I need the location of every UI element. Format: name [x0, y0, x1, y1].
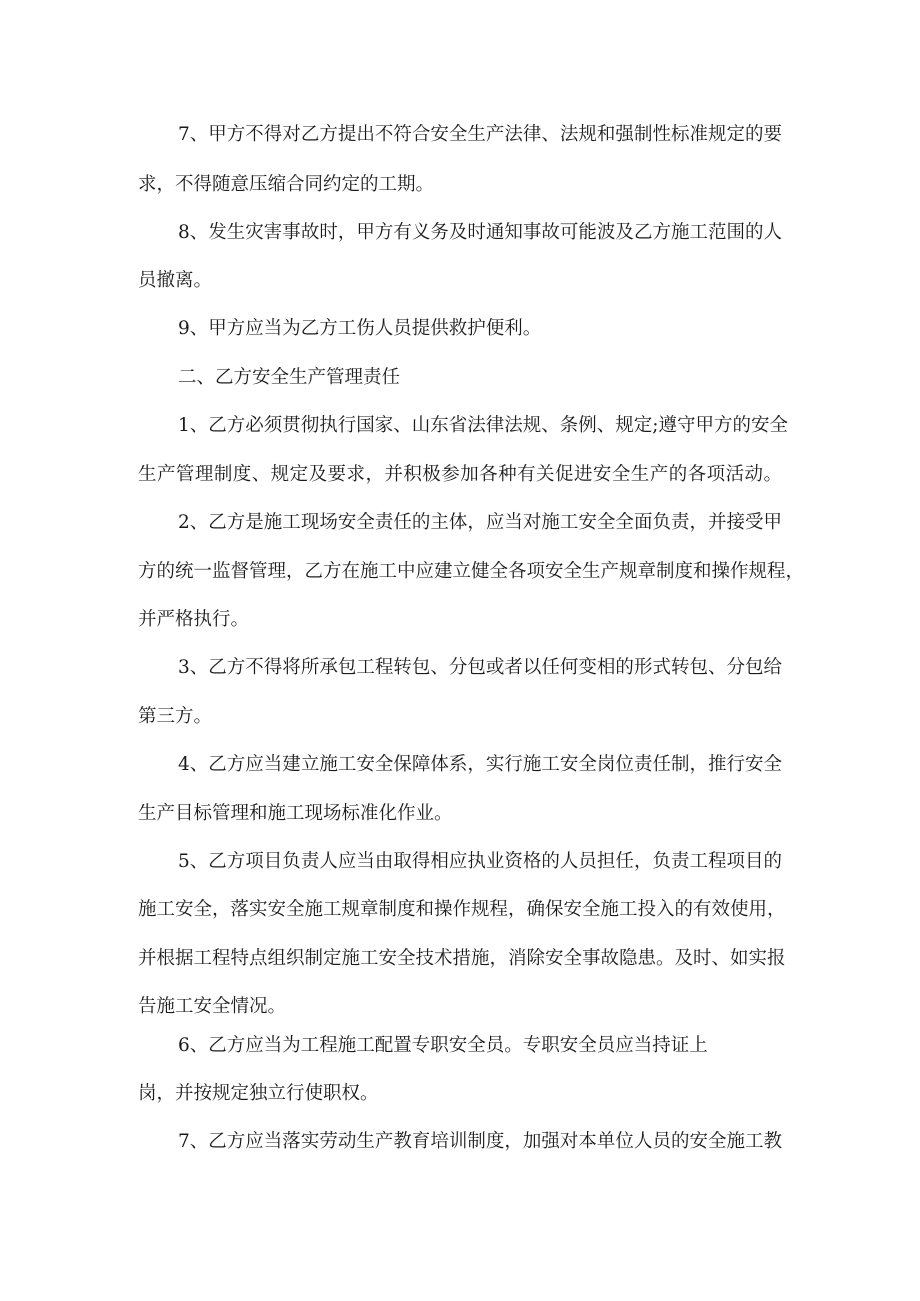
- paragraph-line: 求，不得随意压缩合同约定的工期。: [138, 174, 435, 195]
- paragraph-line: 2、乙方是施工现场安全责任的主体，应当对施工安全全面负责，并接受甲: [178, 512, 782, 533]
- paragraph-line: 并严格执行。: [138, 609, 250, 630]
- paragraph-line: 生产管理制度、规定及要求，并积极参加各种有关促进安全生产的各项活动。: [138, 464, 782, 485]
- paragraph-line: 3、乙方不得将所承包工程转包、分包或者以任何变相的形式转包、分包给: [178, 657, 782, 678]
- paragraph-line: 5、乙方项目负责人应当由取得相应执业资格的人员担任，负责工程项目的: [178, 851, 782, 872]
- paragraph-line: 员撤离。: [138, 270, 213, 291]
- paragraph-line: 施工安全，落实安全施工规章制度和操作规程，确保安全施工投入的有效使用，: [138, 899, 786, 920]
- paragraph-line: 岗，并按规定独立行使职权。: [138, 1083, 379, 1104]
- paragraph-line: 7、乙方应当落实劳动生产教育培训制度，加强对本单位人员的安全施工教: [178, 1131, 782, 1152]
- paragraph-line: 9、甲方应当为乙方工伤人员提供救护便利。: [178, 318, 542, 339]
- section-heading: 二、乙方安全生产管理责任: [178, 367, 401, 388]
- paragraph-line: 7、甲方不得对乙方提出不符合安全生产法律、法规和强制性标准规定的要: [178, 124, 782, 145]
- paragraph-line: 8、发生灾害事故时，甲方有义务及时通知事故可能波及乙方施工范围的人: [178, 222, 782, 243]
- paragraph-line: 生产目标管理和施工现场标准化作业。: [138, 803, 453, 824]
- paragraph-line: 4、乙方应当建立施工安全保障体系，实行施工安全岗位责任制，推行安全: [178, 754, 782, 775]
- paragraph-line: 第三方。: [138, 706, 213, 727]
- paragraph-line: 方的统一监督管理，乙方在施工中应建立健全各项安全生产规章制度和操作规程，: [138, 561, 805, 582]
- paragraph-line: 并根据工程特点组织制定施工安全技术措施，消除安全事故隐患。及时、如实报: [138, 948, 786, 969]
- paragraph-line: 1、乙方必须贯彻执行国家、山东省法律法规、条例、规定;遵守甲方的安全: [178, 415, 789, 436]
- paragraph-line: 6、乙方应当为工程施工配置专职安全员。专职安全员应当持证上: [178, 1035, 708, 1056]
- paragraph-line: 告施工安全情况。: [138, 996, 287, 1017]
